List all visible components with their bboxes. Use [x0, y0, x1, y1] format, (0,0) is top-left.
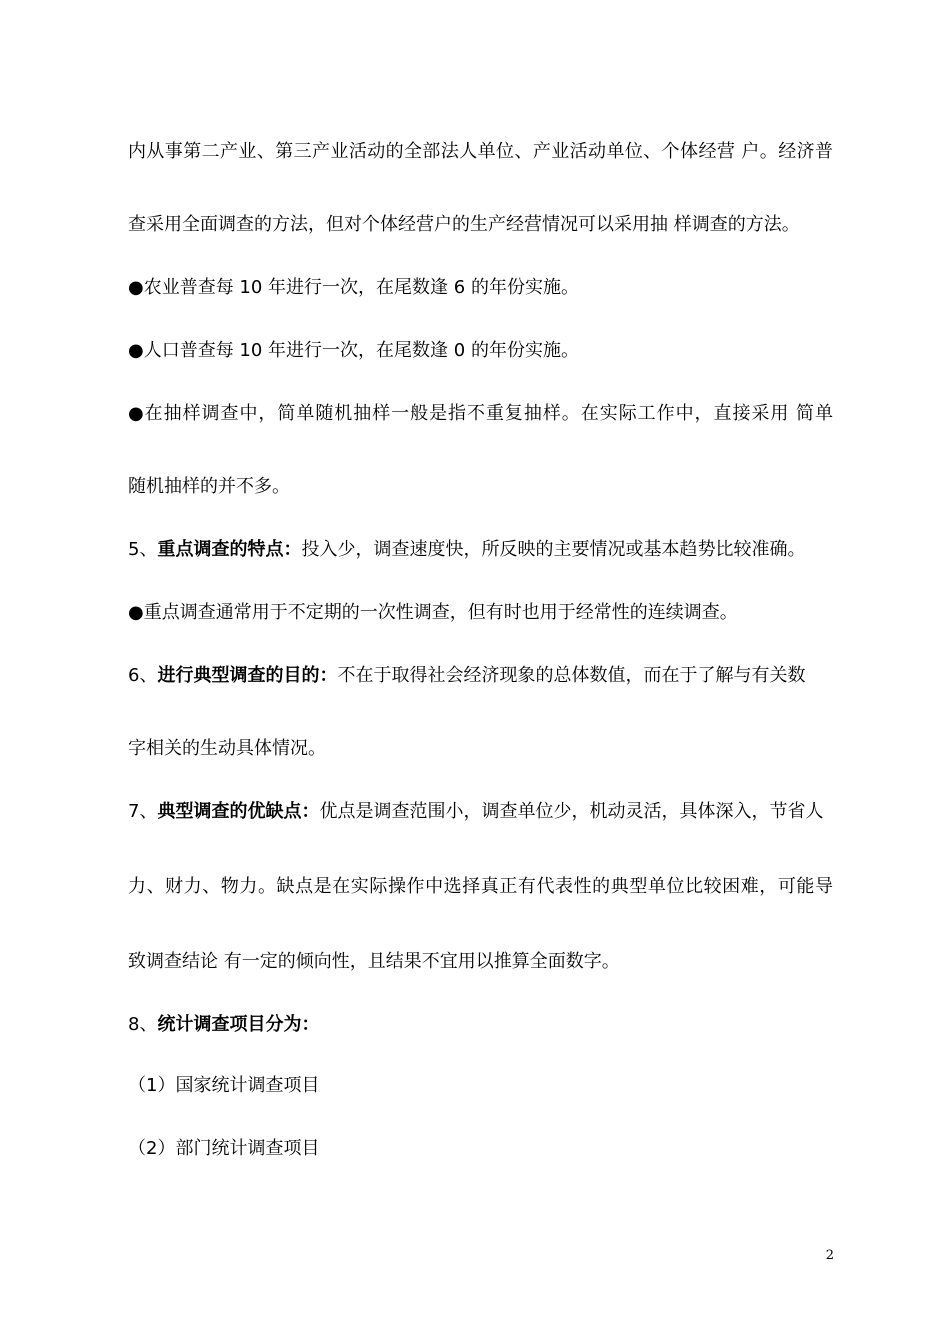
paragraph-line: 查采用全面调查的方法，但对个体经营户的生产经营情况可以采用抽 样调查的方法。 [128, 214, 800, 235]
item-text: 投入少，调查速度快，所反映的主要情况或基本趋势比较准确。 [301, 539, 806, 560]
item-text: 不在于取得社会经济现象的总体数值，而在于了解与有关数 [337, 665, 806, 686]
item-heading: 进行典型调查的目的： [157, 665, 338, 686]
bullet-line: ●农业普查每 10 年进行一次，在尾数逢 6 的年份实施。 [128, 277, 579, 298]
item-heading: 典型调查的优缺点： [157, 801, 320, 822]
item-7-line [128, 799, 833, 825]
paragraph-line: 内从事第二产业、第三产业活动的全部法人单位、产业活动单位、个体经营 户。经济普 [128, 141, 833, 162]
list-item: （1）国家统计调查项目 [128, 1075, 320, 1096]
page-number: 2 [825, 1248, 834, 1263]
item-number: 8、 [128, 1014, 158, 1035]
item-heading: 重点调查的特点： [157, 539, 302, 560]
paragraph-line: 字相关的生动具体情况。 [128, 738, 326, 759]
item-6-line [128, 663, 833, 689]
item-5-line [128, 537, 833, 563]
bullet-line: ●在抽样调查中，简单随机抽样一般是指不重复抽样。在实际工作中，直接采用 简单 [128, 403, 833, 424]
bullet-line: ●人口普查每 10 年进行一次，在尾数逢 0 的年份实施。 [128, 340, 579, 361]
paragraph-line: 随机抽样的并不多。 [128, 476, 290, 497]
paragraph-line: 力、财力、物力。缺点是在实际操作中选择真正有代表性的典型单位比较困难，可能导 [128, 876, 833, 897]
paragraph-line: 致调查结论 有一定的倾向性，且结果不宜用以推算全面数字。 [128, 951, 620, 972]
item-heading: 统计调查项目分为： [157, 1014, 320, 1035]
list-item: （2）部门统计调查项目 [128, 1138, 320, 1159]
item-text: 优点是调查范围小，调查单位少，机动灵活，具体深入，节省人 [319, 801, 824, 822]
bullet-line: ●重点调查通常用于不定期的一次性调查，但有时也用于经常性的连续调查。 [128, 602, 738, 623]
item-number: 5、 [128, 539, 158, 560]
item-number: 7、 [128, 801, 158, 822]
item-number: 6、 [128, 665, 158, 686]
item-8-line [128, 1012, 833, 1038]
